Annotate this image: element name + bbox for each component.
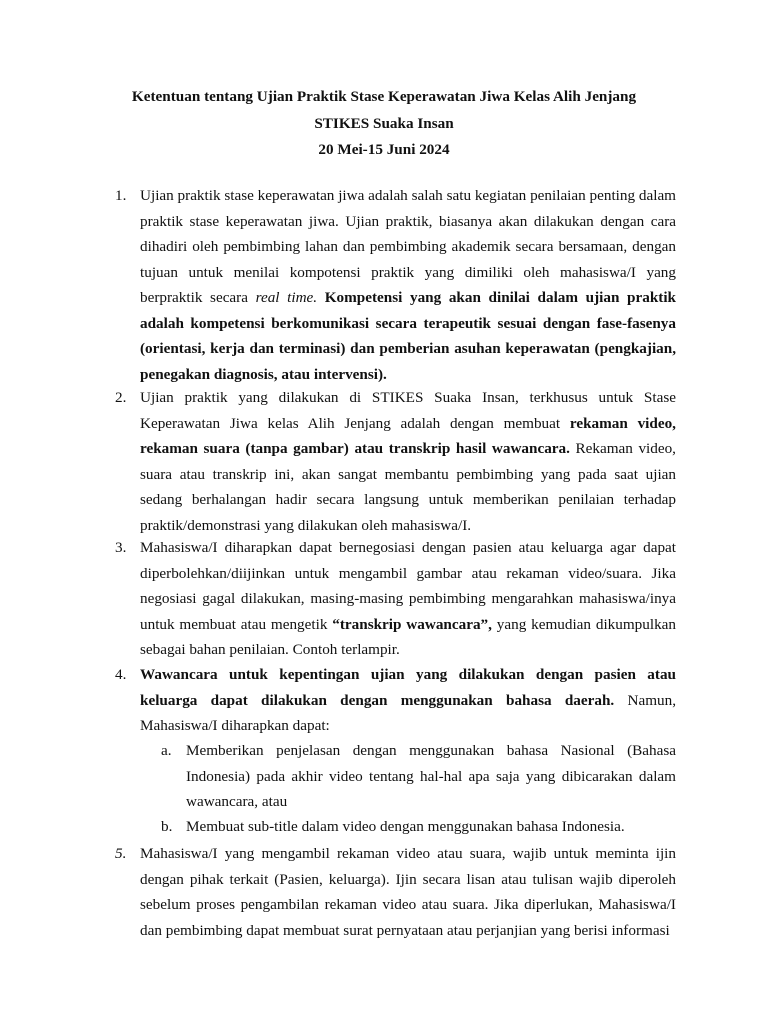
sub-item-text: Membuat sub-title dalam video dengan menggunakan bahasa Indonesia. [186, 818, 625, 835]
sub-item-b [161, 814, 676, 840]
item-text: Ujian praktik yang dilakukan di STIKES Suaka Insan, terkhusus untuk Stase Keperawatan Jiwa kelas Alih Jenjang adalah dengan membuat [140, 389, 676, 432]
list-item-2 [115, 385, 676, 538]
item-text: Mahasiswa/I yang mengambil rekaman video atau suara, wajib untuk meminta ijin dengan pihak terkait (Pasien, keluarga). Ijin secara lisan atau tulisan wajib diperoleh sebelum proses pengambilan rekaman video atau suara. Jika diperlukan, Mahasiswa/I dan pembimbing dapat membuat surat pernyataan atau perjanjian yang berisi informasi [140, 845, 676, 939]
item-text: Mahasiswa/I diharapkan dapat bernegosiasi dengan pasien atau keluarga agar dapat diperbolehkan/diijinkan untuk mengambil gambar atau rekaman video/suara. Jika negosiasi gagal dilakukan, masing-masing pembimbing mengarahkan mahasiswa/inya untuk membuat atau mengetik [140, 539, 676, 633]
document-title [0, 84, 768, 164]
item-text-tail: Namun, Mahasiswa/I diharapkan dapat: [140, 691, 676, 734]
sub-item-letter: b. [161, 818, 173, 835]
title-line-1: Ketentuan tentang Ujian Praktik Stase Keperawatan Jiwa Kelas Alih Jenjang [131, 88, 637, 105]
title-line-2: STIKES Suaka Insan [314, 114, 454, 132]
list-number: 1. [115, 187, 127, 204]
list-item-1 [115, 183, 677, 387]
sub-item-text: Memberikan penjelasan dengan menggunakan bahasa Nasional (Bahasa Indonesia) pada akhir video tentang hal-hal apa saja yang dibicarakan dalam wawancara, atau [186, 742, 676, 810]
item-text: Ujian praktik stase keperawatan jiwa adalah salah satu kegiatan penilaian penting dalam praktik stase keperawatan jiwa. Ujian praktik, biasanya akan dilakukan dengan cara dihadiri oleh pembimbing lahan dan pembimbing akademik secara bersamaan, dengan tujuan untuk menilai kompotensi praktik yang dimiliki oleh mahasiswa/I yang berpraktik secara [140, 187, 676, 306]
item-text-bold: rekaman video, rekaman suara (tanpa gambar) atau transkrip hasil wawancara. [140, 414, 676, 457]
list-item-3 [115, 535, 677, 663]
list-number: 4. [115, 666, 127, 683]
list-number: 5. [115, 845, 127, 862]
title-line-3: 20 Mei-15 Juni 2024 [318, 141, 450, 158]
item-text-italic: real time. [255, 289, 318, 306]
item-text-bold: Kompetensi yang akan dinilai dalam ujian praktik adalah kompetensi berkomunikasi secara terapeutik sesuai dengan fase-fasenya (orientasi, kerja dan terminasi) dan pemberian asuhan keperawatan (pengkajian, penegakan diagnosis, atau intervensi). [140, 289, 677, 383]
list-number: 2. [115, 389, 127, 406]
list-number: 3. [115, 539, 127, 556]
sub-item-a [161, 738, 676, 815]
item-text-bold: “transkrip wawancara”, [332, 615, 492, 633]
list-item-5 [115, 841, 676, 943]
item-text-tail: yang kemudian dikumpulkan sebagai bahan penilaian. Contoh terlampir. [140, 615, 677, 658]
item-text-tail: Rekaman video, suara atau transkrip ini, akan sangat membantu pembimbing yang pada saat ujian sedang berhalangan hadir secara langsung untuk memberikan penilaian terhadap praktik/demonstrasi yang dilakukan oleh mahasiswa/I. [140, 440, 676, 534]
sub-item-letter: a. [161, 742, 172, 759]
item-text-bold: Wawancara untuk kepentingan ujian yang dilakukan dengan pasien atau keluarga dapat dilakukan dengan menggunakan bahasa daerah. [140, 666, 676, 709]
list-item-4 [115, 662, 676, 739]
